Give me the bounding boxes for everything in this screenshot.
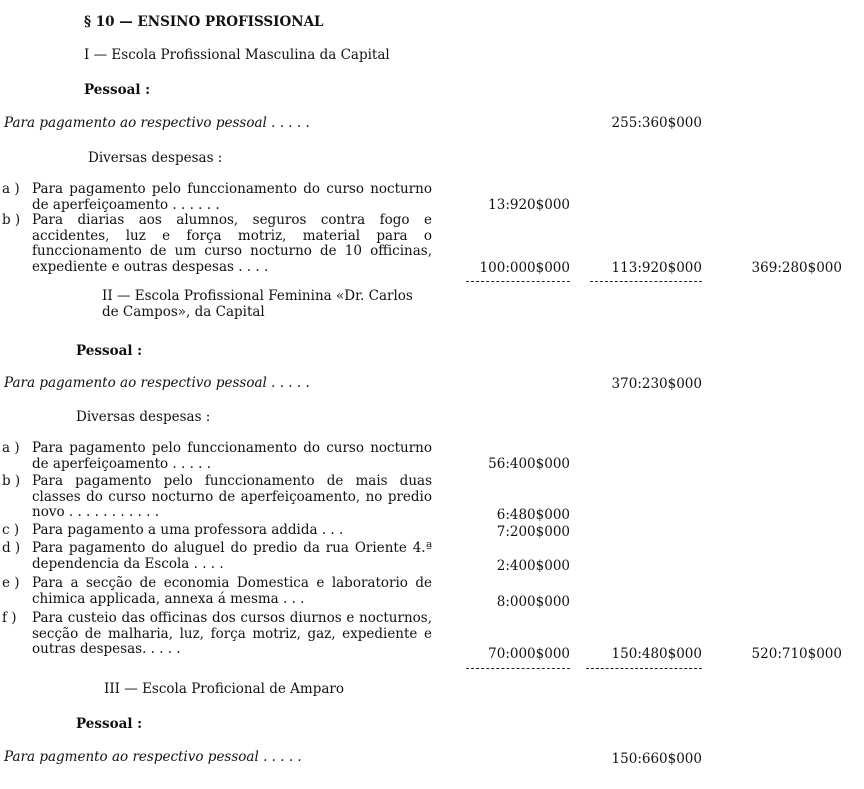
pessoal-amount: 255:360$000 [611, 115, 702, 131]
subtotal: 150:480$000 [611, 646, 702, 662]
pessoal-label: Pessoal : [76, 716, 143, 732]
item-amount: 6:480$000 [496, 507, 570, 523]
rule [590, 281, 702, 282]
school-3-title: III — Escola Proficional de Amparo [104, 681, 344, 697]
pessoal-label: Pessoal : [84, 82, 151, 98]
pessoal-line: Para pagamento ao respectivo pessoal . . . . . [4, 115, 310, 131]
item-label: a ) [2, 181, 20, 197]
total: 520:710$000 [751, 646, 842, 662]
item-label: f ) [2, 610, 17, 626]
item-amount: 13:920$000 [488, 197, 570, 213]
item-label: a ) [2, 440, 20, 456]
item-amount: 100:000$000 [479, 260, 570, 276]
pessoal-amount: 150:660$000 [611, 751, 702, 767]
diversas-label: Diversas despesas : [88, 150, 223, 166]
school-1-title: I — Escola Profissional Masculina da Capital [84, 47, 390, 63]
item-text: Para pagamento pelo funccionamento de mais duas classes do curso nocturno de aperfeiçoamento, no predio novo . . . . . . . . . . . [32, 473, 432, 520]
item-amount: 2:400$000 [496, 558, 570, 574]
pessoal-label: Pessoal : [76, 343, 143, 359]
pessoal-line: Para pagamento ao respectivo pessoal . . . . . [4, 375, 310, 391]
item-text: Para pagamento pelo funccionamento do curso nocturno de aperfeiçoamento . . . . . . [32, 181, 432, 213]
item-amount: 7:200$000 [496, 524, 570, 540]
item-text: Para custeio das officinas dos cursos diurnos e nocturnos, secção de malharia, luz, força motriz, gaz, expediente e outras despesas. . . . . [32, 610, 432, 657]
item-amount: 70:000$000 [488, 646, 570, 662]
total: 369:280$000 [751, 260, 842, 276]
item-label: d ) [2, 540, 21, 556]
item-label: b ) [2, 473, 21, 489]
item-text: Para a secção de economia Domestica e laboratorio de chimica applicada, annexa á mesma . . . [32, 575, 432, 607]
item-text: Para pagamento do aluguel do predio da rua Oriente 4.ª dependencia da Escola . . . . [32, 540, 432, 572]
pessoal-amount: 370:230$000 [611, 376, 702, 392]
school-2-title: II — Escola Profissional Feminina «Dr. Carlos de Campos», da Capital [102, 288, 413, 320]
subtotal: 113:920$000 [611, 260, 702, 276]
rule [466, 281, 570, 282]
item-text: Para pagamento a uma professora addida . . . [32, 522, 344, 538]
item-amount: 56:400$000 [488, 456, 570, 472]
pessoal-line: Para pagmento ao respectivo pessoal . . . . . [4, 749, 302, 765]
item-text: Para pagamento pelo funccionamento do curso nocturno de aperfeiçoamento . . . . . [32, 440, 432, 472]
item-amount: 8:000$000 [496, 594, 570, 610]
item-label: e ) [2, 575, 20, 591]
rule [466, 668, 570, 669]
item-label: b ) [2, 212, 21, 228]
section-title: § 10 — ENSINO PROFISSIONAL [84, 14, 324, 30]
item-label: c ) [2, 522, 20, 538]
rule [586, 668, 702, 669]
diversas-label: Diversas despesas : [76, 409, 211, 425]
item-text: Para diarias aos alumnos, seguros contra fogo e accidentes, luz e força motriz, material para o funccionamento de um curso nocturno de 10 officinas, expediente e outras despesas . . . . [32, 212, 432, 275]
